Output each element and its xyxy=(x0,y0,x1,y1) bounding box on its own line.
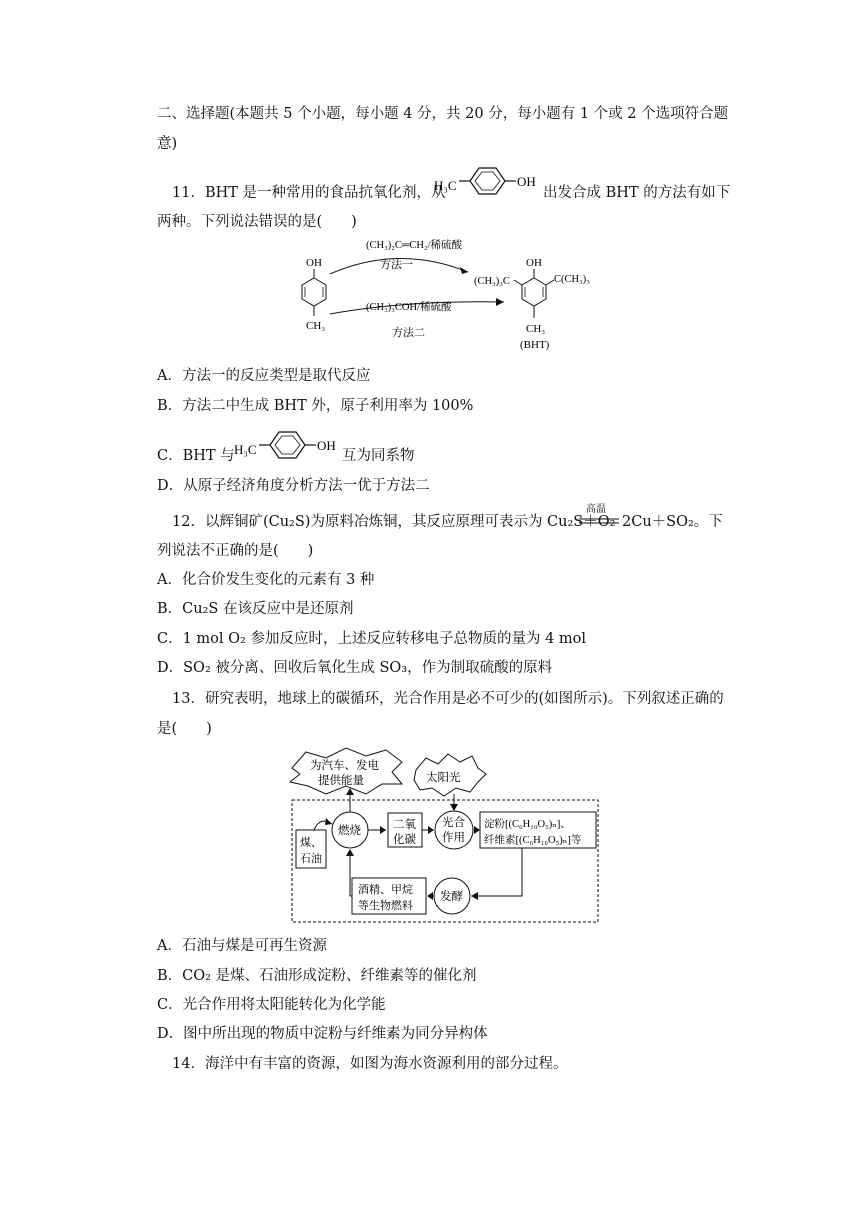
product-right: C(CH₃)₃ xyxy=(554,274,590,285)
q11-stem-pre: 11．BHT 是一种常用的食品抗氧化剂，从 xyxy=(172,185,446,201)
q13-option-d[interactable]: D．图中所出现的物质中淀粉与纤维素为同分异构体 xyxy=(157,1026,488,1042)
q13-option-b[interactable]: B．CO₂ 是煤、石油形成淀粉、纤维素等的催化剂 xyxy=(157,968,477,984)
product-left: (CH₃)₃C xyxy=(474,276,510,287)
ferment-label: 发酵 xyxy=(440,891,463,903)
cellulose-label: 纤维素[(C₆H₁₀O₅)ₙ]等 xyxy=(484,835,582,846)
q12-stem-post: 2Cu＋SO₂。下 xyxy=(622,514,723,530)
carbon-cycle-diagram xyxy=(286,746,602,926)
q12-option-a[interactable]: A．化合价发生变化的元素有 3 种 xyxy=(157,572,375,588)
product-oh: OH xyxy=(526,257,542,269)
reactant-ch3: CH₃ xyxy=(306,320,326,332)
photo-label-2: 作用 xyxy=(442,832,465,844)
p-cresol-structure xyxy=(432,160,544,202)
fuel-label-2: 等生物燃料 xyxy=(358,900,413,912)
product-ch3: CH₃ xyxy=(526,323,546,335)
q13-stem-line2: 是( ) xyxy=(157,721,212,737)
q12-option-c[interactable]: C．1 mol O₂ 参加反应时，上述反应转移电子总物质的量为 4 mol xyxy=(157,631,587,647)
section-header-line2: 意) xyxy=(157,136,178,152)
q13-option-a[interactable]: A．石油与煤是可再生资源 xyxy=(157,938,327,954)
oh-label: OH xyxy=(317,438,336,453)
q13-option-c[interactable]: C．光合作用将太阳能转化为化学能 xyxy=(157,997,386,1013)
q11-option-c-post: 互为同系物 xyxy=(342,448,415,464)
q14-stem: 14．海洋中有丰富的资源，如图为海水资源利用的部分过程。 xyxy=(172,1056,568,1072)
reactant-oh: OH xyxy=(306,257,322,269)
q11-option-d[interactable]: D．从原子经济角度分析方法一优于方法二 xyxy=(157,478,430,494)
reagent1: (CH₃)₂C═CH₂/稀硫酸 xyxy=(366,240,463,251)
co2-label-2: 化碳 xyxy=(393,834,416,846)
sun-label: 太阳光 xyxy=(426,772,461,784)
method2: 方法二 xyxy=(392,327,425,339)
reagent2: (CH₃)₃COH/稀硫酸 xyxy=(366,302,452,313)
q13-stem: 13．研究表明，地球上的碳循环，光合作用是必不可少的(如图所示)。下列叙述正确的 xyxy=(172,691,724,707)
starch-label: 淀粉[(C₆H₁₀O₅)ₙ]、 xyxy=(484,819,571,830)
ch3-label: H₃C xyxy=(434,178,457,193)
bht-synthesis-scheme xyxy=(288,236,608,360)
combust-label: 燃烧 xyxy=(338,825,361,837)
energy-label-2: 提供能量 xyxy=(318,775,364,787)
q11-option-c-pre[interactable]: C．BHT 与 xyxy=(157,448,235,464)
energy-label-1: 为汽车、发电 xyxy=(310,760,379,772)
method1: 方法一 xyxy=(380,259,413,271)
q12-option-b[interactable]: B．Cu₂S 在该反应中是还原剂 xyxy=(157,601,354,617)
q11-option-b[interactable]: B．方法二中生成 BHT 外，原子利用率为 100% xyxy=(157,398,474,414)
fuel-label-1: 酒精、甲烷 xyxy=(358,884,413,896)
q12-stem-line2: 列说法不正确的是( ) xyxy=(157,543,314,559)
photo-label-1: 光合 xyxy=(442,817,465,829)
p-cresol-structure-option-c xyxy=(232,424,344,466)
q12-option-d[interactable]: D．SO₂ 被分离、回收后氧化生成 SO₃，作为制取硫酸的原料 xyxy=(157,660,553,676)
oh-label: OH xyxy=(517,174,536,189)
section-header-line1: 二、选择题(本题共 5 个小题，每小题 4 分，共 20 分，每小题有 1 个或 2 个选项符合题 xyxy=(157,106,729,122)
co2-label-1: 二氧 xyxy=(393,819,416,831)
coal-label-2: 石油 xyxy=(300,853,322,865)
high-temp-condition xyxy=(578,500,620,530)
product-name: (BHT) xyxy=(520,339,550,351)
q12-stem-pre: 12．以辉铜矿(Cu₂S)为原料冶炼铜，其反应原理可表示为 Cu₂S＋O₂ xyxy=(172,514,616,530)
q11-stem-post: 出发合成 BHT 的方法有如下 xyxy=(543,185,731,201)
condition-label: 高温 xyxy=(586,504,606,515)
ch3-label: H₃C xyxy=(234,442,257,457)
q11-stem-line2: 两种。下列说法错误的是( ) xyxy=(157,214,357,230)
q11-option-a[interactable]: A．方法一的反应类型是取代反应 xyxy=(157,368,371,384)
coal-label-1: 煤、 xyxy=(300,837,322,849)
